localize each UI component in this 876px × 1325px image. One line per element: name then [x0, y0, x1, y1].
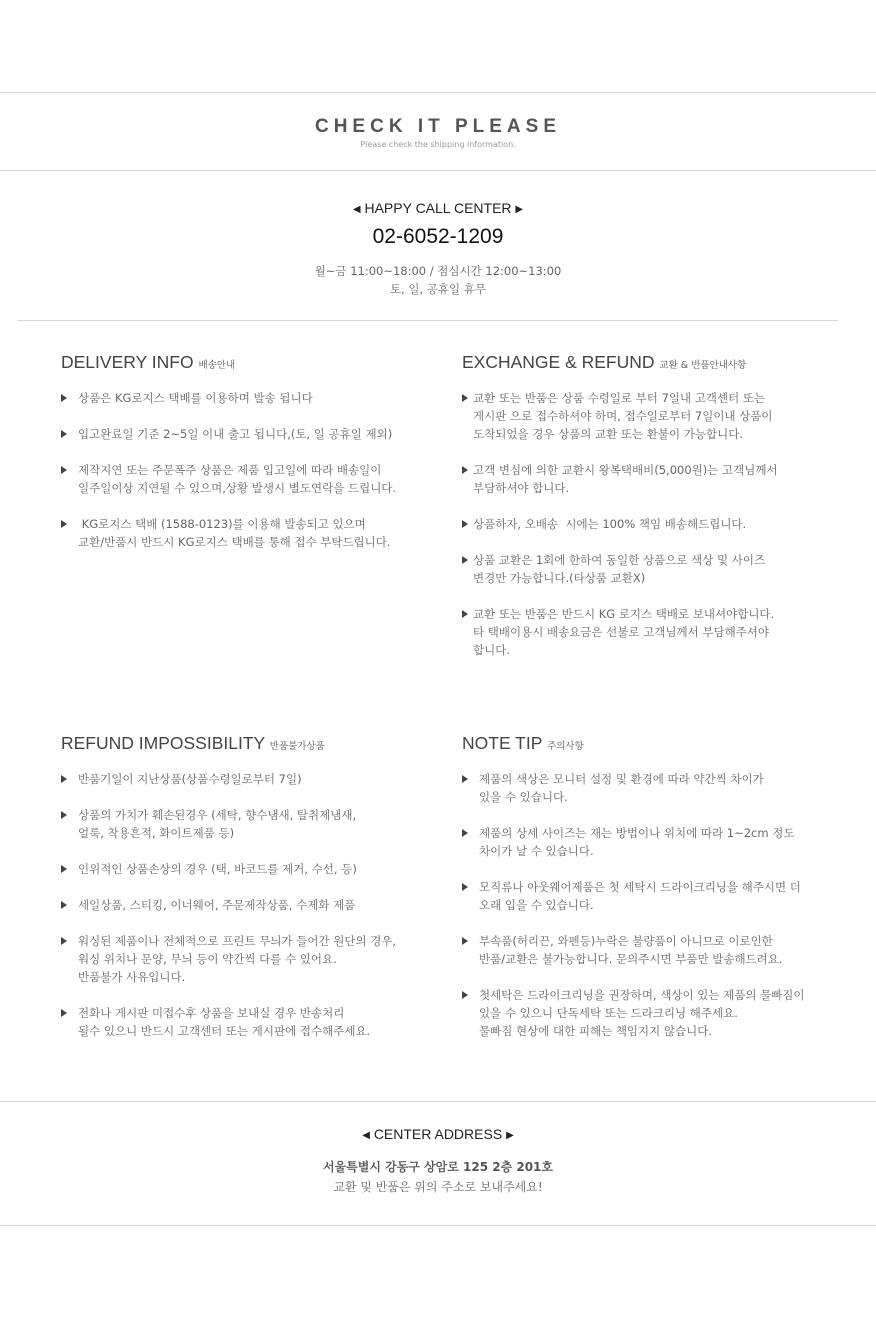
center-address: 서울특별시 강동구 상암로 125 2층 201호: [322, 1160, 554, 1174]
bullet-triangle-icon: [462, 775, 468, 783]
list-item-text: 고객 변심에 의한 교환시 왕복택배비(5,000원)는 고객님께서 부담하셔야 합니다.: [473, 463, 778, 495]
list-item-text: 상품하자, 오배송 시에는 100% 책임 배송해드립니다.: [473, 517, 747, 531]
exchange-title: EXCHANGE & REFUND: [462, 352, 655, 372]
refund-impossible-subtitle: 반품불가상품: [269, 741, 325, 752]
bullet-triangle-icon: [61, 394, 67, 402]
list-item-text: 반품기일이 지난상품(상품수령일로부터 7일): [78, 772, 302, 786]
list-item: [61, 896, 451, 914]
list-item: [61, 515, 441, 551]
list-item-text: 워싱된 제품이나 전체적으로 프린트 무늬가 들어간 원단의 경우, 워싱 위치나 문양, 무늬 등이 약간씩 다를 수 있어요. 반품불가 사유입니다.: [78, 934, 397, 984]
list-item-text: 첫세탁은 드라이크리닝을 권장하며, 색상이 있는 제품의 물빠짐이 있을 수 있으니 단독세탁 또는 드라크리닝 해주세요. 물빠짐 현상에 대한 피해는 책임지지 않습니다.: [479, 988, 805, 1038]
delivery-list: [61, 389, 441, 569]
bullet-triangle-icon: [61, 430, 67, 438]
list-item: [462, 515, 862, 533]
delivery-subtitle: 배송안내: [198, 360, 236, 371]
bullet-triangle-icon: [61, 520, 67, 528]
exchange-section-title: [462, 352, 746, 373]
bullet-triangle-icon: [61, 466, 67, 474]
closed-days: 토, 일, 공휴일 휴무: [389, 282, 487, 296]
call-center-label: HAPPY CALL CENTER: [364, 200, 512, 216]
list-item-text: 교환 또는 반품은 반드시 KG 로지스 택배로 보내셔야합니다. 타 택배이용시 배송요금은 선불로 고객님께서 부담해주셔야 합니다.: [473, 607, 775, 657]
address-note: 교환 및 반품은 위의 주소로 보내주세요!: [333, 1180, 543, 1194]
bullet-triangle-icon: [61, 1009, 67, 1017]
list-item-text: 상품은 KG로지스 택배를 이용하며 발송 됩니다: [78, 391, 313, 405]
triangle-left-icon: ◀: [352, 204, 361, 215]
bullet-triangle-icon: [462, 829, 468, 837]
hours-line: 월~금 11:00~18:00 / 점심시간 12:00~13:00: [314, 264, 562, 278]
bullet-triangle-icon: [462, 991, 468, 999]
bullet-triangle-icon: [462, 394, 468, 402]
address-bottom-divider: [0, 1225, 876, 1226]
call-center-heading: [0, 200, 876, 216]
list-item: [61, 860, 451, 878]
list-item-text: 부속품(허리끈, 와펜등)누락은 불량품이 아니므로 이로인한 반품/교환은 불가능합니다. 문의주시면 부품만 발송해드려요.: [479, 934, 783, 966]
bullet-triangle-icon: [462, 466, 468, 474]
bullet-triangle-icon: [61, 775, 67, 783]
address-top-divider: [0, 1101, 876, 1102]
page-title: CHECK IT PLEASE: [314, 116, 562, 137]
triangle-left-icon: ◀: [362, 1130, 370, 1141]
list-item: [61, 932, 451, 986]
phone-number[interactable]: 02-6052-1209: [372, 225, 504, 248]
top-divider: [0, 92, 876, 93]
list-item: [462, 389, 862, 443]
bullet-triangle-icon: [61, 865, 67, 873]
list-item: [462, 551, 862, 587]
list-item: [61, 1004, 451, 1040]
note-tip-section-title: [462, 733, 584, 754]
bullet-triangle-icon: [462, 937, 468, 945]
exchange-subtitle: 교환 & 반품안내사항: [659, 360, 747, 371]
list-item-text: 입고완료일 기준 2~5일 이내 출고 됩니다,(토, 일 공휴일 제외): [78, 427, 393, 441]
list-item: [462, 986, 872, 1040]
page-subtitle: Please check the shipping information.: [360, 140, 516, 149]
list-item-text: 전화나 게시판 미접수후 상품을 보내실 경우 반송처리 될수 있으니 반드시 고객센터 또는 게시판에 접수해주세요.: [78, 1006, 371, 1038]
delivery-title: DELIVERY INFO: [61, 352, 194, 372]
list-item: [462, 461, 862, 497]
refund-impossible-list: [61, 770, 451, 1058]
list-item: [61, 806, 451, 842]
list-item: [462, 878, 872, 914]
list-item: [462, 770, 872, 806]
refund-impossible-section-title: [61, 733, 325, 754]
address-label: CENTER ADDRESS: [373, 1126, 503, 1142]
address-heading: [0, 1126, 876, 1142]
bullet-triangle-icon: [462, 610, 468, 618]
refund-impossible-title: REFUND IMPOSSIBILITY: [61, 733, 265, 753]
list-item-text: KG로지스 택배 (1588-0123)를 이용해 발송되고 있으며 교환/반품시 반드시 KG로지스 택배를 통해 접수 부탁드립니다.: [78, 517, 391, 549]
list-item-text: 인위적인 상품손상의 경우 (택, 바코드를 제거, 수선, 등): [78, 862, 357, 876]
list-item-text: 제품의 상세 사이즈는 재는 방법이나 위치에 따라 1~2cm 정도 차이가 날 수 있습니다.: [479, 826, 795, 858]
bullet-triangle-icon: [61, 901, 67, 909]
bullet-triangle-icon: [462, 883, 468, 891]
bullet-triangle-icon: [61, 937, 67, 945]
list-item: [61, 389, 441, 407]
list-item: [462, 605, 862, 659]
list-item-text: 교환 또는 반품은 상품 수령일로 부터 7일내 고객센터 또는 게시판 으로 접수하셔야 하며, 접수일로부터 7일이내 상품이 도착되었을 경우 상품의 교환 또는 환불이 가능합니다.: [473, 391, 773, 441]
delivery-section-title: [61, 352, 235, 373]
note-tip-subtitle: 주의사항: [546, 741, 584, 752]
list-item: [462, 932, 872, 968]
triangle-right-icon: ▶: [506, 1130, 514, 1141]
header-divider: [0, 170, 876, 171]
list-item-text: 모직류나 아웃웨어제품은 첫 세탁시 드라이크리닝을 해주시면 더 오래 입을 수 있습니다.: [479, 880, 801, 912]
list-item: [61, 425, 441, 443]
list-item-text: 제작지연 또는 주문폭주 상품은 제품 입고일에 따라 배송일이 일주일이상 지연될 수 있으며,상황 발생시 별도연락을 드립니다.: [78, 463, 397, 495]
list-item-text: 상품의 가치가 훼손된경우 (세탁, 향수냄새, 탈취제냄새, 얼룩, 착용흔적, 화이트제품 등): [78, 808, 357, 840]
bullet-triangle-icon: [462, 520, 468, 528]
list-item-text: 상품 교환은 1회에 한하여 동일한 상품으로 색상 및 사이즈 변경만 가능합니다.(타상품 교환X): [473, 553, 766, 585]
note-tip-list: [462, 770, 872, 1058]
list-item: [61, 461, 441, 497]
triangle-right-icon: ▶: [515, 204, 524, 215]
list-item: [61, 770, 451, 788]
list-item: [462, 824, 872, 860]
bullet-triangle-icon: [61, 811, 67, 819]
note-tip-title: NOTE TIP: [462, 733, 543, 753]
exchange-list: [462, 389, 862, 677]
list-item-text: 세일상품, 스티킹, 이너웨어, 주문제작상품, 수제화 제품: [78, 898, 356, 912]
business-hours: [0, 262, 876, 298]
list-item-text: 제품의 색상은 모니터 설정 및 환경에 따라 약간씩 차이가 있을 수 있습니다.: [479, 772, 764, 804]
bullet-triangle-icon: [462, 556, 468, 564]
callcenter-divider: [17, 320, 838, 321]
